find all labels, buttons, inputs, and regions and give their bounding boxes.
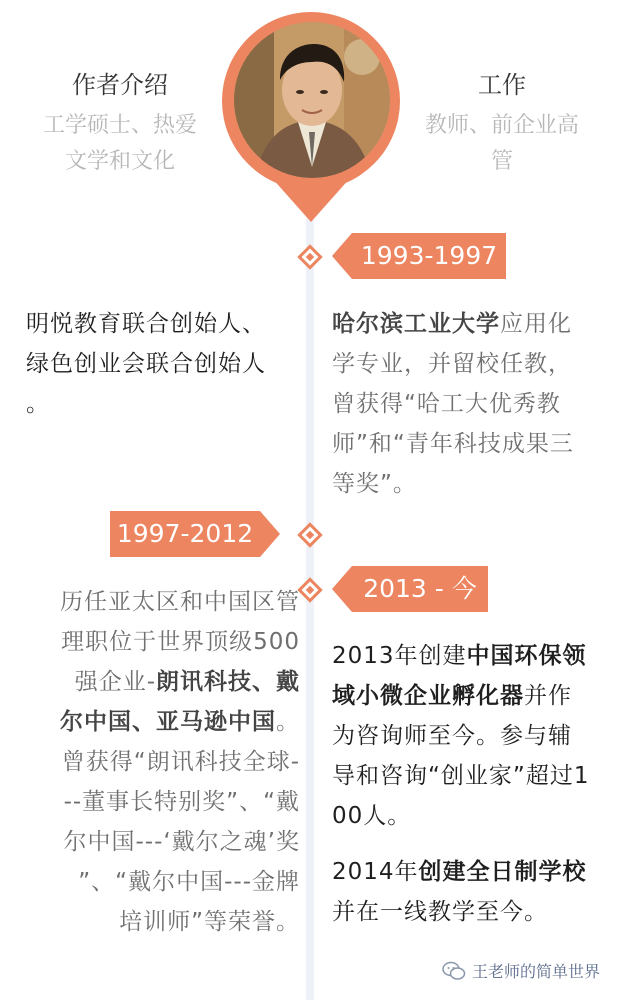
career-line-4 [26,702,300,742]
career-text [26,582,300,942]
work-title: 工作 [478,71,526,99]
incubator-line-1 [332,636,610,676]
hit-university: 哈尔滨工业大学 [332,311,500,337]
intro-title: 作者介绍 [72,71,168,99]
career-line-8: ”、“戴尔中国---金牌 [78,869,300,895]
intro-header [30,70,210,180]
watermark-text: 王老师的简单世界 [471,962,600,981]
work-line-1: 教师、前企业高 [424,113,579,138]
timeline-diamond-2 [297,522,322,547]
date-tag-2013-label: 2013 - 今 [363,574,477,603]
incubator-line-2-rest: 并作 [524,683,572,709]
wechat-icon [442,961,466,981]
school-line-1 [332,852,610,892]
date-tag-1993-label: 1993-1997 [360,241,498,270]
career-companies-1: 朗讯科技、戴 [156,669,300,695]
watermark [442,959,600,982]
career-line-9: 培训师”等荣誉。 [119,909,300,935]
cofounder-line-3: 。 [26,391,50,417]
career-line-3-pre: 强企业- [74,669,156,695]
school-line-1-pre: 2014年 [332,859,419,885]
career-line-3 [26,662,300,702]
cofounder-line-2: 绿色创业会联合创始人 [26,351,266,377]
hit-line-2: 学专业，并留校任教， [332,351,572,377]
date-tag-1997-label: 1997-2012 [116,519,254,548]
career-line-4-rest: 。 [276,709,300,735]
date-tag-1993 [352,233,506,279]
intro-line-1: 工学硕士、热爱 [42,113,197,138]
hit-line-4: 师”和“青年科技成果三 [332,431,574,457]
school-name: 创建全日制学校 [418,859,587,885]
incubator-line-2 [332,676,610,716]
incubator-line-4: 导和咨询“创业家”超过1 [332,763,590,789]
date-tag-1997 [110,511,260,557]
date-tag-2013 [352,566,488,612]
career-companies-2: 尔中国、亚马逊中国 [60,709,276,735]
incubator-name-1: 中国环保领 [466,643,587,669]
incubator-line-3: 为咨询师至今。参与辅 [332,723,572,749]
incubator-line-5: 00人。 [332,803,412,829]
incubator-line-1-pre: 2013年创建 [332,643,467,669]
career-line-1: 历任亚太区和中国区管 [60,589,300,615]
timeline-diamond-3 [297,577,322,602]
incubator-name-2: 域小微企业孵化器 [332,683,524,709]
work-header [412,70,592,180]
career-line-5: 曾获得“朗讯科技全球- [61,749,300,775]
school-text [332,852,610,932]
career-line-7: 尔中国---‘戴尔之魂’奖 [63,829,300,855]
hit-major: 应用化 [500,311,572,337]
cofounder-line-1: 明悦教育联合创始人、 [26,311,266,337]
hit-line-3: 曾获得“哈工大优秀教 [332,391,561,417]
hit-line-5: 等奖”。 [332,471,417,497]
hit-text [332,304,608,504]
career-line-2: 理职位于世界顶级500 [61,629,300,655]
timeline-diamond-1 [297,244,322,269]
hit-line-1 [332,304,608,344]
incubator-text [332,636,610,836]
career-line-6: --董事长特别奖”、“戴 [63,789,300,815]
school-line-2: 并在一线教学至今。 [332,899,548,925]
author-photo [234,22,390,178]
intro-line-2: 文学和文化 [64,149,175,174]
cofounder-text [26,304,296,424]
work-line-2: 管 [490,149,513,174]
